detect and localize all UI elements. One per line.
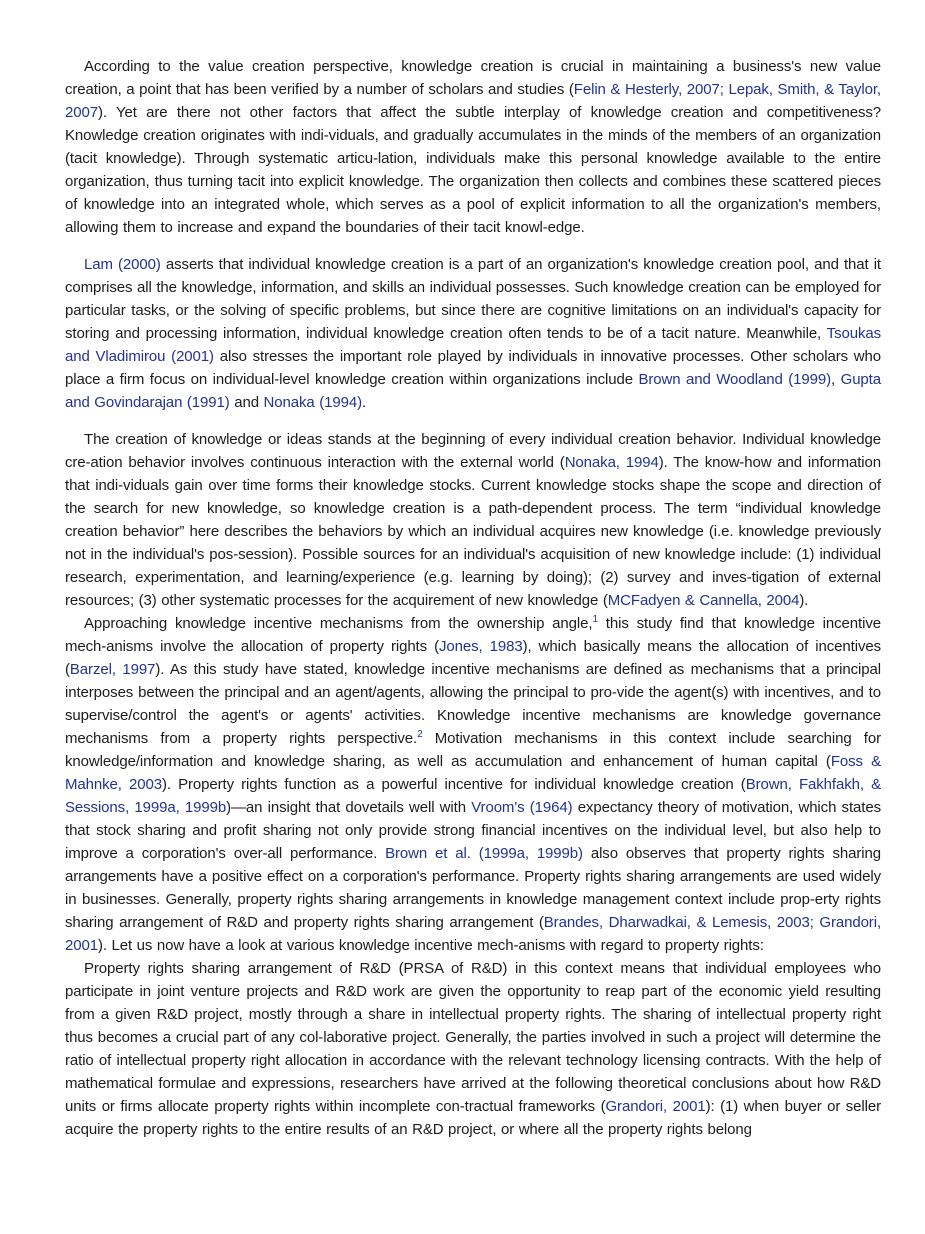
- citation-link[interactable]: Brandes, Dharwadkai, & Lemesis, 2003; Grandori, 2001: [65, 914, 882, 954]
- citation-link[interactable]: Lam (2000): [84, 256, 161, 273]
- text-run: ): (1) when buyer or seller acquire the property rights to the entire results of an R&D project, or where all the property rights belong: [65, 1098, 881, 1138]
- text-run: ). Let us now have a look at various knowledge incentive mech-anisms with regard to property rights:: [97, 937, 764, 954]
- text-run: Approaching knowledge incentive mechanisms from the ownership angle,: [84, 615, 593, 632]
- text-run: The creation of knowledge or ideas stands at the beginning of every individual creation behavior. Individual knowledge cre-ation behavior involves continuous interaction with the external world (: [65, 431, 881, 471]
- text-run: ), which basically means the allocation of incentives (: [65, 638, 881, 678]
- text-run: ,: [831, 371, 841, 388]
- text-run: .: [361, 394, 367, 411]
- text-run: expectancy theory of motivation, which states that stock sharing and profit sharing not only provide strong financial incentives on the individual level, but also help to improve a corporation's over-all performance.: [65, 799, 881, 862]
- paragraph: [65, 428, 881, 612]
- footnote-marker[interactable]: 1: [592, 614, 598, 625]
- paragraph: [65, 957, 881, 1141]
- paragraph: [65, 612, 881, 957]
- citation-link[interactable]: Gupta and Govindarajan (1991): [65, 371, 881, 411]
- text-run: )—an insight that dovetails well with: [226, 799, 472, 816]
- citation-link[interactable]: Barzel, 1997: [69, 661, 156, 678]
- text-run: According to the value creation perspective, knowledge creation is crucial in maintaining a business's new value creation, a point that has been verified by a number of scholars and studies (: [65, 58, 881, 98]
- citation-link[interactable]: Nonaka (1994): [263, 394, 362, 411]
- text-run: also stresses the important role played by individuals in innovative processes. Other scholars who place a firm focus on individual-level knowledge creation within organizations include: [65, 348, 881, 388]
- text-run: Property rights sharing arrangement of R&D (PRSA of R&D) in this context means that individual employees who participate in joint venture projects and R&D work are given the opportunity to reap part of the economic yield resulting from a given R&D project, mostly through a share in intellectual property rights. The sharing of intellectual property right thus becomes a crucial part of any col-laborative project. Generally, the parties involved in such a project will determine the ratio of intellectual property right allocation in accordance with the relevant technology licensing contracts. With the help of mathematical formulae and expressions, researchers have arrived at the following theoretical conclusions about how R&D units or firms allocate property rights within incomplete con-tractual frameworks (: [65, 960, 881, 1115]
- citation-link[interactable]: Felin & Hesterly, 2007;: [573, 81, 724, 98]
- citation-link[interactable]: Brown and Woodland (1999): [638, 371, 832, 388]
- citation-link[interactable]: Brown, Fakhfakh, & Sessions, 1999a, 1999b: [65, 776, 882, 816]
- text-run: Motivation mechanisms in this context include searching for knowledge/information and knowledge sharing, as well as accumulation and enhancement of human capital (: [65, 730, 882, 770]
- text-run: ).: [799, 592, 809, 609]
- paragraph: [65, 253, 881, 414]
- citation-link[interactable]: Lepak, Smith, & Taylor, 2007: [65, 81, 881, 121]
- citation-link[interactable]: Tsoukas and Vladimirou (2001): [65, 325, 881, 365]
- text-run: ). Property rights function as a powerful incentive for individual knowledge creation (: [161, 776, 746, 793]
- citation-link[interactable]: MCFadyen & Cannella, 2004: [607, 592, 800, 609]
- footnote-marker[interactable]: 2: [417, 729, 423, 740]
- paragraph: [65, 55, 881, 239]
- text-run: asserts that individual knowledge creation is a part of an organization's knowledge creation pool, and that it comprises all the knowledge, information, and skills an individual possesses. Such knowledge creation can be employed for particular tasks, or the solving of specific problems, but since there are cognitive limitations on an individual's capacity for storing and processing information, individual knowledge creation often tends to be of a tacit nature. Meanwhile,: [65, 256, 881, 342]
- text-run: ). The know-how and information that indi-viduals gain over time forms their knowledge stocks. Current knowledge stocks shape the scope and direction of the search for new knowledge, so knowledge creation is a path-dependent process. The term “individual knowledge creation behavior” here describes the behaviors by which an individual acquires new knowledge (i.e. knowledge previously not in the individual's pos-session). Possible sources for an individual's acquisition of new knowledge include: (1) individual research, experimentation, and learning/experience (e.g. learning by doing); (2) survey and inves-tigation of external resources; (3) other systematic processes for the acquirement of new knowledge (: [65, 454, 881, 609]
- citation-link[interactable]: Jones, 1983: [438, 638, 523, 655]
- document-body: [65, 55, 881, 1141]
- citation-link[interactable]: Grandori, 2001: [605, 1098, 706, 1115]
- text-run: and: [229, 394, 264, 411]
- text-run: this study find that knowledge incentive mech-anisms involve the allocation of property rights (: [65, 615, 881, 655]
- text-run: ). As this study have stated, knowledge incentive mechanisms are defined as mechanisms that a principal interposes between the principal and an agent/agents, allowing the principal to pro-vide the agent(s) with incentives, and to supervise/control the agent's or agents' activities. Knowledge incentive mechanisms are knowledge governance mechanisms from a property rights perspective.: [65, 661, 881, 747]
- citation-link[interactable]: Foss & Mahnke, 2003: [65, 753, 881, 793]
- citation-link[interactable]: Nonaka, 1994: [564, 454, 659, 471]
- text-run: ). Yet are there not other factors that affect the subtle interplay of knowledge creation and competitiveness? Knowledge creation originates with indi-viduals, and gradually accumulates in the minds of the members of an organization (tacit knowledge). Through systematic articu-lation, individuals make this personal knowledge available to the entire organization, thus turning tacit into explicit knowledge. The organization then collects and combines these scattered pieces of knowledge into an integrated whole, which serves as a pool of explicit information to all the organization's members, allowing them to increase and expand the boundaries of their tacit knowl-edge.: [65, 104, 881, 236]
- citation-link[interactable]: Brown et al. (1999a, 1999b): [385, 845, 583, 862]
- text-run: also observes that property rights sharing arrangements have a positive effect on a corporation's performance. Property rights sharing arrangements are used widely in businesses. Generally, property rights sharing arrangements in knowledge management context include prop-erty rights sharing arrangement of R&D and property rights sharing arrangement (: [65, 845, 881, 931]
- citation-link[interactable]: Vroom's (1964): [471, 799, 573, 816]
